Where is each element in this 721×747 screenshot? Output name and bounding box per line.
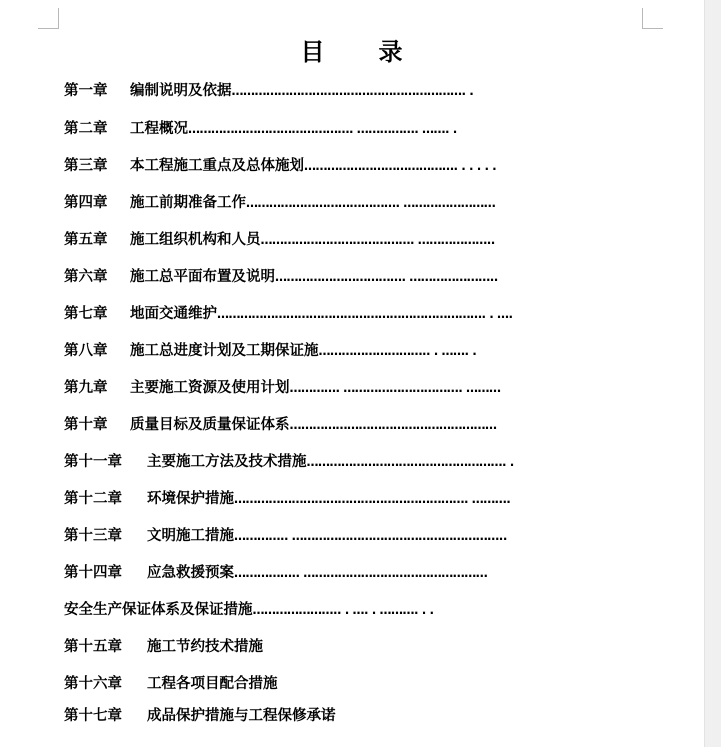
- toc-dot-leader: …………. …………………………. ………: [289, 381, 501, 395]
- toc-entry: [64, 674, 278, 694]
- toc-chapter-number: 第十三章: [64, 528, 122, 544]
- toc-entry-title: 文明施工措施: [147, 528, 234, 544]
- toc-chapter-number: 第一章: [64, 83, 108, 99]
- toc-chapter-number: 第五章: [64, 232, 108, 248]
- toc-entry: [64, 600, 434, 620]
- toc-entry-title: 施工总进度计划及工期保证施: [130, 343, 319, 359]
- toc-dot-leader: ……………………………………………………. .: [231, 84, 474, 98]
- toc-entry-title: 主要施工资源及使用计划: [130, 380, 290, 396]
- toc-chapter-number: 第六章: [64, 269, 108, 285]
- toc-dot-leader: ………….. ………………………………………………..: [234, 529, 507, 543]
- page-corner-mark-top-left: [38, 8, 59, 29]
- toc-entry: [64, 267, 498, 287]
- vertical-scrollbar[interactable]: [704, 0, 721, 747]
- toc-chapter-number: 第十五章: [64, 639, 122, 655]
- toc-entry-title: 环境保护措施: [147, 491, 234, 507]
- toc-entry-title: 本工程施工重点及总体施划: [130, 158, 304, 174]
- toc-dot-leader: ………………….. . …. . ………. . .: [252, 603, 434, 617]
- toc-entry: [64, 526, 507, 546]
- toc-entry: [64, 341, 476, 361]
- toc-entry-title: 施工前期准备工作: [130, 195, 246, 211]
- toc-entry: [64, 193, 495, 213]
- toc-entry: [64, 304, 513, 324]
- toc-entry: [64, 230, 495, 250]
- toc-chapter-number: 第十七章: [64, 708, 122, 724]
- toc-entry: [64, 563, 487, 583]
- toc-entry-title: 编制说明及依据: [130, 83, 232, 99]
- toc-entry-title: 工程概况: [130, 121, 188, 137]
- toc-dot-leader: ……………………………………. ……………. ……. .: [188, 122, 457, 136]
- toc-chapter-number: 第四章: [64, 195, 108, 211]
- toc-chapter-number: 第九章: [64, 380, 108, 396]
- toc-dot-leader: ……………………….. . ……. .: [318, 344, 477, 358]
- toc-chapter-number: 第十章: [64, 417, 108, 433]
- toc-entry-title: 应急救援预案: [147, 565, 234, 581]
- toc-chapter-number: 第十六章: [64, 676, 122, 692]
- toc-entry-title: 工程各项目配合措施: [147, 676, 278, 692]
- toc-chapter-number: 第八章: [64, 343, 108, 359]
- toc-chapter-number: 第十四章: [64, 565, 122, 581]
- toc-dot-leader: …………….. …………………………………………: [234, 566, 488, 580]
- toc-entry-title: 主要施工方法及技术措施: [147, 454, 307, 470]
- toc-entry-title: 施工组织机构和人员: [130, 232, 261, 248]
- toc-entry-title: 施工节约技术措施: [147, 639, 263, 655]
- toc-entry-title: 安全生产保证体系及保证措施: [64, 602, 253, 618]
- toc-entry-title: 地面交通维护: [130, 306, 217, 322]
- toc-dot-leader: …………………………………. ………………..: [260, 233, 495, 247]
- toc-entry: [64, 452, 514, 472]
- toc-chapter-number: 第二章: [64, 121, 108, 137]
- toc-dot-leader: ……………………………. …………………..: [275, 270, 498, 284]
- toc-chapter-number: 第三章: [64, 158, 108, 174]
- toc-chapter-number: 第七章: [64, 306, 108, 322]
- toc-dot-leader: ……………………………………………………. ……….: [234, 492, 511, 506]
- page-corner-mark-top-right: [642, 8, 663, 29]
- toc-dot-leader: …………………………………. ……………………: [246, 196, 496, 210]
- toc-dot-leader: ……………………………………………. .: [306, 455, 514, 469]
- toc-entry: [64, 489, 510, 509]
- toc-dot-leader: …………………………………. . . . . .: [304, 159, 497, 173]
- toc-dot-leader: ……………………………………………………………. . ….: [217, 307, 513, 321]
- toc-entry: [64, 81, 473, 101]
- toc-entry: [64, 637, 263, 657]
- toc-chapter-number: 第十二章: [64, 491, 122, 507]
- toc-entry: [64, 119, 457, 139]
- toc-entry: [64, 706, 336, 726]
- toc-entry-title: 质量目标及质量保证体系: [130, 417, 290, 433]
- toc-entry: [64, 156, 496, 176]
- toc-chapter-number: 第十一章: [64, 454, 122, 470]
- toc-entry-title: 施工总平面布置及说明: [130, 269, 275, 285]
- toc-entry: [64, 378, 500, 398]
- toc-title: 目 录: [300, 38, 405, 66]
- toc-dot-leader: ………………………………………………: [289, 418, 497, 432]
- toc-entry-title: 成品保护措施与工程保修承诺: [147, 708, 336, 724]
- toc-entry: [64, 415, 497, 435]
